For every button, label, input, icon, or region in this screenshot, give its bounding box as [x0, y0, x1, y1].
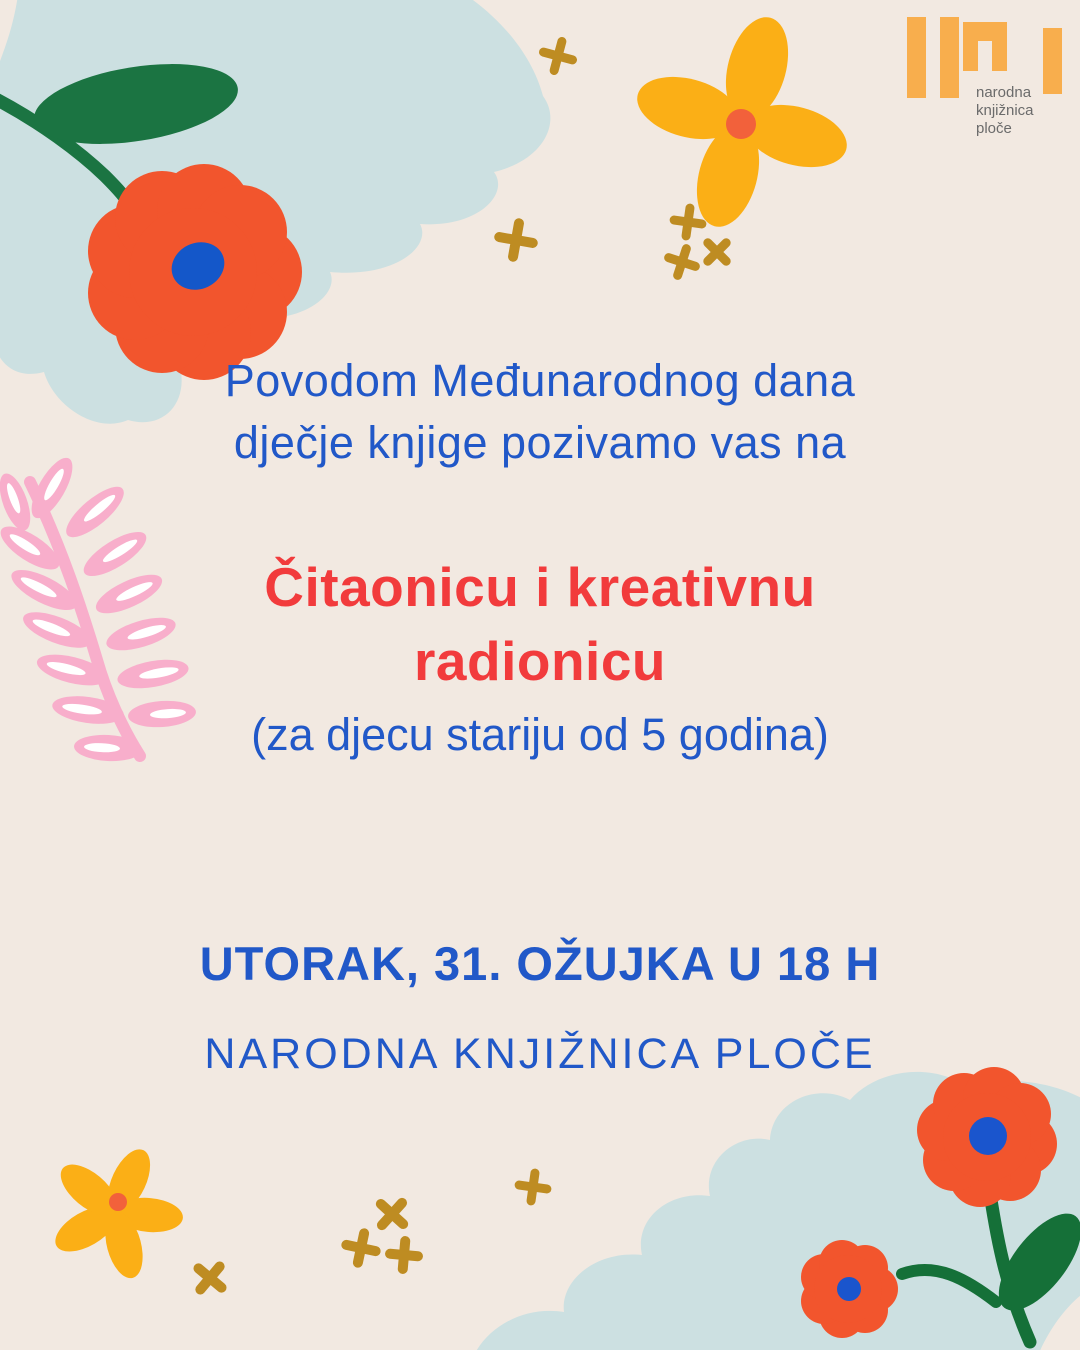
logo-book-icon	[963, 22, 1007, 71]
audience-note: (za djecu stariju od 5 godina)	[251, 709, 829, 760]
red-flower-icon	[917, 1067, 1057, 1207]
event-datetime: UTORAK, 31. OŽUJKA U 18 H	[199, 937, 881, 990]
event-title	[0, 550, 1080, 698]
logo-bar	[1043, 28, 1062, 94]
intro-text-line-2: dječje knjige pozivamo vas na	[233, 417, 847, 468]
yellow-flower-icon	[630, 10, 853, 233]
library-logo	[905, 15, 1075, 145]
logo-bar	[940, 17, 959, 98]
event-title-line-2: radionicu	[413, 630, 667, 692]
logo-text-line: ploče	[976, 120, 1012, 137]
event-venue: NARODNA KNJIŽNICA PLOČE	[204, 1030, 876, 1078]
logo-text-line: narodna	[976, 84, 1032, 101]
intro-text	[0, 350, 1080, 474]
logo-bar	[907, 17, 926, 98]
logo-text	[976, 84, 1034, 138]
intro-text-line-1: Povodom Međunarodnog dana	[224, 355, 856, 406]
yellow-flower-icon	[48, 1143, 184, 1282]
event-title-line-1: Čitaonicu i kreativnu	[264, 556, 816, 618]
logo-text-line: knjižnica	[976, 102, 1034, 119]
